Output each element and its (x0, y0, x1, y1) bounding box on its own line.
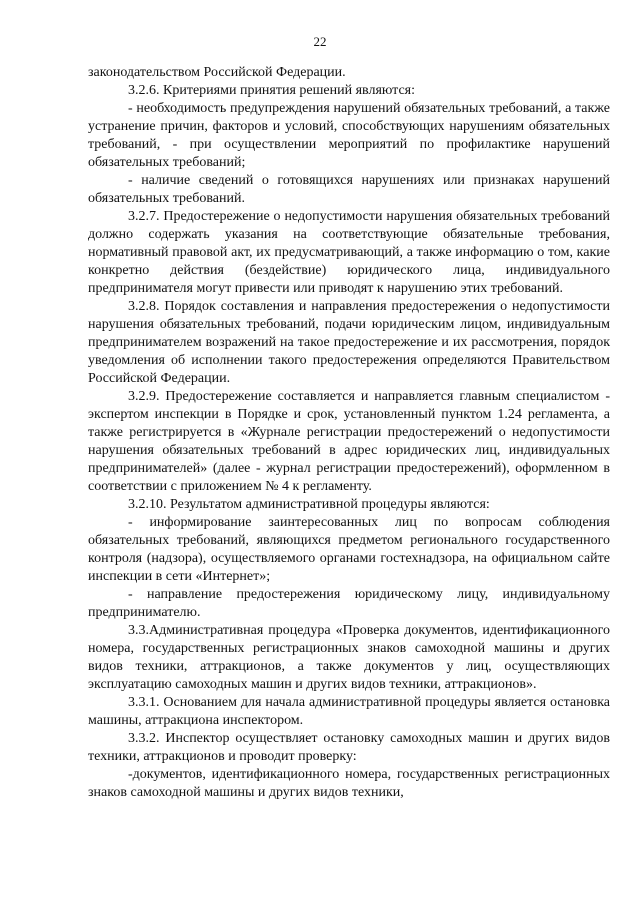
paragraph: - наличие сведений о готовящихся нарушениях или признаках нарушений обязательных требований. (88, 173, 610, 206)
paragraph: 3.2.7. Предостережение о недопустимости нарушения обязательных требований должно содержать указания на соответствующие обязательные требования, нормативный правовой акт, их предусматривающий, а также информацию о том, какие конкретно действия (бездействие) юридического лица, индивидуального предпринимателя могут привести или приводят к нарушению этих требований. (88, 209, 610, 296)
paragraph: - необходимость предупреждения нарушений обязательных требований, а также устранение причин, факторов и условий, способствующих нарушениям обязательных требований, - при осуществлении мероприятий по профилактике нарушений обязательных требований; (88, 101, 610, 170)
paragraph: 3.3.1. Основанием для начала административной процедуры является остановка машины, аттракциона инспектором. (88, 695, 610, 728)
paragraph: 3.2.8. Порядок составления и направления предостережения о недопустимости нарушения обязательных требований, подачи юридическим лицом, индивидуальным предпринимателем возражений на такое предостережение и их рассмотрения, порядок уведомления об исполнении такого предостережения определяются Правительством Российской Федерации. (88, 299, 610, 386)
paragraph: 3.2.10. Результатом административной процедуры являются: (128, 497, 490, 512)
paragraph: -документов, идентификационного номера, государственных регистрационных знаков самоходной машины и других видов техники, (88, 767, 610, 800)
paragraph: - направление предостережения юридическому лицу, индивидуальному предпринимателю. (88, 587, 610, 620)
paragraph: 3.2.9. Предостережение составляется и направляется главным специалистом - экспертом инспекции в Порядке и срок, установленный пунктом 1.24 регламента, а также регистрируется в «Журнале регистрации предостережений о недопустимости нарушения обязательных требований в адрес юридических лиц, индивидуальных предпринимателей» (далее - журнал регистрации предостережений), оформленном в соответствии с приложением № 4 к регламенту. (88, 389, 610, 494)
paragraph: - информирование заинтересованных лиц по вопросам соблюдения обязательных требований, являющихся предметом регионального государственного контроля (надзора), осуществляемого органами гостехнадзора, на официальном сайте инспекции в сети «Интернет»; (88, 515, 610, 584)
paragraph: законодательством Российской Федерации. (88, 65, 346, 80)
paragraph: 3.3.2. Инспектор осуществляет остановку самоходных машин и других видов техники, аттракционов и проводит проверку: (88, 731, 610, 764)
paragraph: 3.2.6. Критериями принятия решений являются: (128, 83, 415, 98)
paragraph: 3.3.Административная процедура «Проверка документов, идентификационного номера, государственных регистрационных знаков самоходной машины и других видов техники, аттракционов, а также документов у лиц, осуществляющих эксплуатацию самоходных машин и других видов техники, аттракционов». (88, 623, 610, 692)
page-number: 22 (313, 34, 327, 49)
document-body (88, 64, 610, 802)
